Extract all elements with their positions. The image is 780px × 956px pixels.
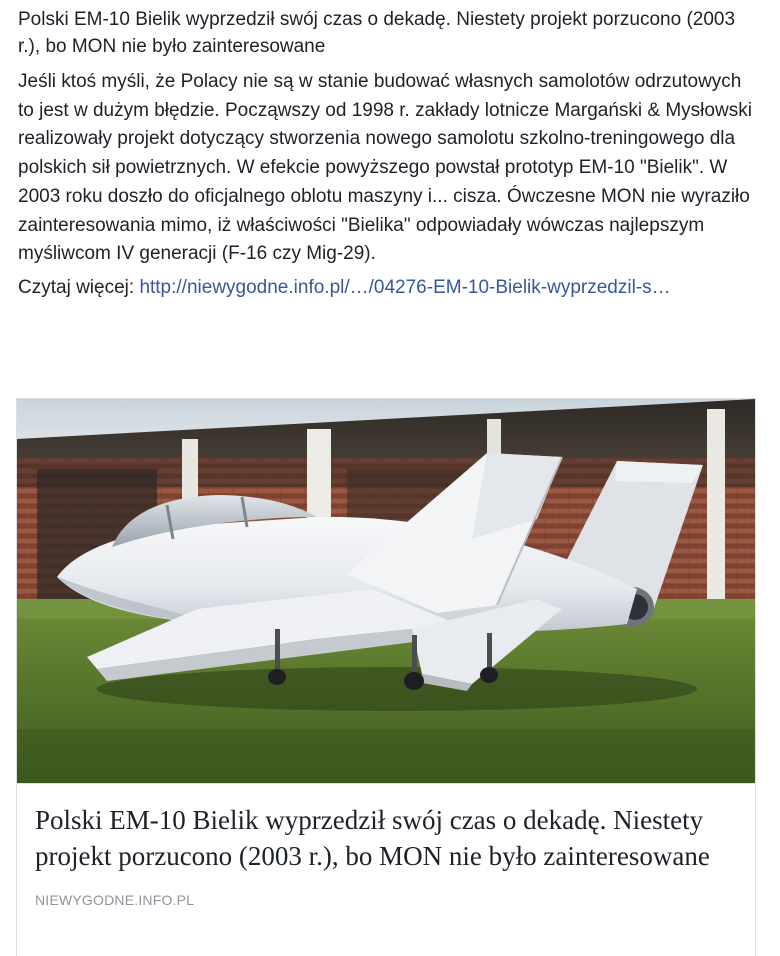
post-title: Polski EM-10 Bielik wyprzedził swój czas o dekadę. Niestety projekt porzucono (2003 r.), bo MON nie było zainteresowane: [18, 9, 736, 57]
post-body: Jeśli ktoś myśli, że Polacy nie są w stanie budować własnych samolotów odrzutowych to jest w dużym błędzie. Począwszy od 1998 r. zakłady lotnicze Margański & Mysłowski realizowały projekt dotyczący stworzenia nowego samolotu szkolno-treningowego dla polskich sił powietrznych. W efekcie powyższego powstał prototyp EM-10 "Bielik". W 2003 roku doszło do oficjalnego oblotu maszyny i... cisza. Ówczesne MON nie wyraziło zainteresowania mimo, iż właściwości "Bielika" odpowiadały wówczas najlepszym myśliwcom IV generacji (F-16 czy Mig-29).: [18, 71, 752, 265]
link-preview-card[interactable]: [16, 398, 756, 956]
card-title[interactable]: Polski EM-10 Bielik wyprzedził swój czas o dekadę. Niestety projekt porzucono (2003 r.), bo MON nie było zainteresowane: [35, 805, 710, 871]
card-domain: NIEWYGODNE.INFO.PL: [35, 892, 195, 908]
aircraft-photo[interactable]: [17, 399, 755, 783]
card-caption[interactable]: [17, 783, 755, 908]
read-more: [18, 274, 762, 302]
read-more-label: Czytaj więcej:: [18, 276, 135, 298]
read-more-link[interactable]: http://niewygodne.info.pl/…/04276-EM-10-Bielik-wyprzedzil-s…: [139, 276, 671, 298]
